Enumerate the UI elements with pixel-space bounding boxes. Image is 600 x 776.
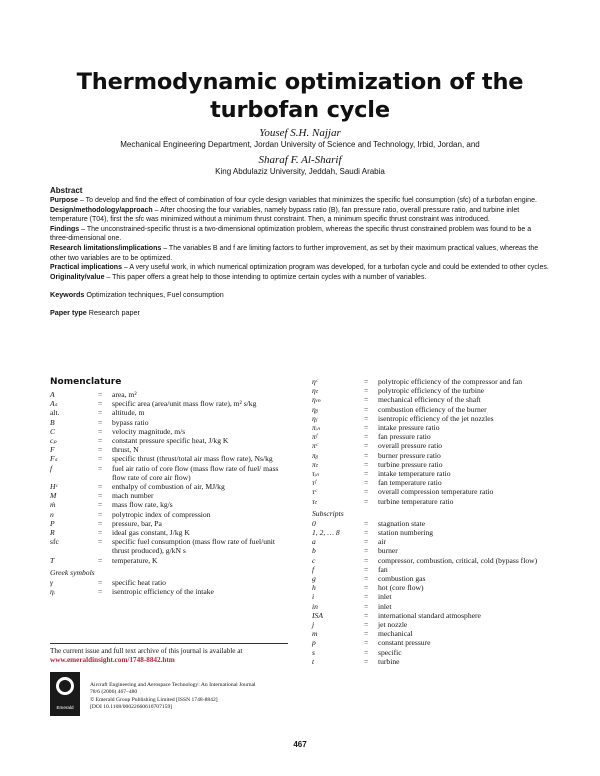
nomenclature-entry — [312, 620, 556, 629]
entry-symbol: i — [312, 592, 315, 602]
entry-equals: = — [364, 518, 369, 528]
entry-definition: fan — [378, 564, 388, 574]
author-1-name: Yousef S.H. Najjar — [259, 127, 341, 139]
nomenclature-heading: Nomenclature — [50, 377, 122, 387]
entry-equals: = — [98, 528, 103, 538]
journal-url-link[interactable]: www.emeraldinsight.com/1748-8842.htm — [50, 656, 175, 664]
entry-symbol: s — [312, 647, 315, 657]
entry-equals: = — [364, 423, 369, 433]
abstract — [50, 186, 550, 318]
entry-equals: = — [364, 555, 369, 565]
entry-definition: intake temperature ratio — [378, 469, 451, 479]
entry-equals: = — [98, 426, 103, 436]
entry-definition: international standard atmosphere — [378, 610, 481, 620]
author-1-affiliation: Mechanical Engineering Department, Jordan University of Science and Technology, Irbid, Jordan, and — [120, 140, 480, 149]
entry-equals: = — [364, 656, 369, 666]
entry-definition: temperature, K — [112, 555, 158, 565]
entry-equals: = — [98, 482, 103, 492]
entry-definition: combustion gas — [378, 574, 426, 584]
nomenclature-entry — [50, 510, 290, 519]
entry-symbol: 1, 2, … 8 — [312, 528, 340, 538]
emerald-logo: Emerald — [50, 672, 80, 716]
entry-symbol: j — [312, 620, 315, 630]
entry-equals: = — [364, 647, 369, 657]
abstract-practical: Practical implications – A very useful work, in which numerical optimization program was developed, for a turbofan cycle and could be extended to other cycles. — [50, 264, 549, 272]
abstract-findings: Findings – The unconstrained-specific thrust is a two-dimensional optimization problem, whereas the specific thrust constrained problem was found to be a three-dimensional one. — [50, 225, 532, 243]
entry-equals: = — [364, 413, 369, 423]
entry-equals: = — [364, 546, 369, 556]
entry-symbol: M — [50, 491, 57, 501]
entry-definition: fan pressure ratio — [378, 432, 431, 442]
entry-symbol: πᵦ — [312, 450, 318, 460]
nomenclature-entry — [50, 390, 290, 399]
page-number: 467 — [293, 740, 307, 749]
entry-definition: fan temperature ratio — [378, 478, 442, 488]
entry-symbol: F — [50, 445, 55, 455]
nomenclature-entry — [50, 537, 290, 555]
entry-definition: mass flow rate, kg/s — [112, 500, 173, 510]
entry-definition: thrust, N — [112, 445, 139, 455]
entry-symbol: τₜ — [312, 496, 317, 506]
abstract-limitations: Research limitations/implications – The variables B and f are limiting factors to further improvement, as set by their maximum practical values, whereas the other two variables are to be optimized. — [50, 244, 539, 262]
entry-equals: = — [98, 408, 103, 418]
entry-equals: = — [98, 577, 103, 587]
entry-symbol: in — [312, 601, 318, 611]
nomenclature-entry — [50, 399, 290, 408]
entry-definition: station numbering — [378, 528, 434, 538]
nomenclature-entry — [312, 519, 556, 528]
entry-equals: = — [364, 583, 369, 593]
nomenclature-right-column — [312, 377, 556, 666]
entry-symbol: p — [312, 638, 316, 648]
entry-symbol: πᶜ — [312, 441, 318, 451]
entry-equals: = — [364, 574, 369, 584]
entry-equals: = — [364, 592, 369, 602]
nomenclature-entry — [312, 583, 556, 592]
nomenclature-entry — [312, 611, 556, 620]
entry-equals: = — [364, 469, 369, 479]
entry-equals: = — [98, 500, 103, 510]
entry-equals: = — [364, 478, 369, 488]
publication-info-line: [DOI 10.1108/00022660610707159] — [90, 704, 173, 711]
entry-definition: mechanical efficiency of the shaft — [378, 395, 481, 405]
entry-definition: pressure, bar, Pa — [112, 518, 162, 528]
greek-symbols-heading: Greek symbols — [50, 567, 95, 577]
title-line-1: Thermodynamic optimization of the — [76, 69, 524, 95]
entry-definition: specific fuel consumption (mass flow rate of fuel/unit thrust produced), g/kN s — [112, 537, 276, 556]
entry-symbol: πᶠ — [312, 432, 318, 442]
nomenclature-entry — [312, 648, 556, 657]
entry-symbol: ηᶜ — [312, 377, 318, 386]
entry-definition: specific — [378, 647, 402, 657]
entry-equals: = — [364, 450, 369, 460]
publication-info-line: Aircraft Engineering and Aerospace Technology: An International Journal — [90, 682, 256, 688]
entry-definition: altitude, m — [112, 408, 145, 418]
entry-equals: = — [364, 496, 369, 506]
entry-equals: = — [98, 555, 103, 565]
entry-equals: = — [98, 454, 103, 464]
entry-definition: polytropic efficiency of the turbine — [378, 386, 485, 396]
entry-symbol: τᶠ — [312, 478, 317, 488]
nomenclature-entry — [312, 478, 556, 487]
entry-definition: polytropic index of compression — [112, 509, 211, 519]
footnote-rule — [50, 643, 288, 644]
entry-definition: turbine — [378, 656, 400, 666]
emerald-ring-icon — [56, 677, 74, 695]
entry-definition: polytropic efficiency of the compressor and fan — [378, 377, 523, 386]
entry-equals: = — [364, 610, 369, 620]
entry-definition: specific heat ratio — [112, 577, 166, 587]
entry-definition: overall pressure ratio — [378, 441, 443, 451]
nomenclature-entry — [50, 445, 290, 454]
entry-equals: = — [364, 386, 369, 396]
entry-equals: = — [98, 390, 103, 399]
nomenclature-entry — [50, 408, 290, 417]
entry-definition: ideal gas constant, J/kg K — [112, 528, 190, 538]
entry-definition: isentropic efficiency of the intake — [112, 587, 214, 597]
nomenclature-entry — [312, 423, 556, 432]
entry-equals: = — [98, 399, 103, 409]
entry-definition: enthalpy of combustion of air, MJ/kg — [112, 482, 225, 492]
entry-definition: velocity magnitude, m/s — [112, 426, 186, 436]
entry-definition: area, m² — [112, 390, 137, 399]
nomenclature-entry — [312, 528, 556, 537]
nomenclature-entry — [50, 500, 290, 509]
journal-availability-note: The current issue and full text archive of this journal is available at www.emeraldinsight.com/1748-8842.htm — [50, 647, 300, 665]
entry-equals: = — [364, 601, 369, 611]
entry-symbol: T — [50, 555, 55, 565]
abstract-heading: Abstract — [50, 186, 83, 195]
entry-equals: = — [98, 509, 103, 519]
entry-equals: = — [364, 441, 369, 451]
entry-definition: compressor, combustion, critical, cold (bypass flow) — [378, 555, 538, 565]
entry-equals: = — [364, 459, 369, 469]
entry-symbol: τᶜ — [312, 487, 317, 497]
keywords: Keywords Optimization techniques, Fuel consumption — [50, 290, 224, 300]
nomenclature-entry — [50, 587, 290, 596]
nomenclature-entry — [50, 556, 290, 565]
entry-equals: = — [98, 463, 103, 473]
nomenclature-entry — [312, 497, 556, 506]
publication-info-line: © Emerald Group Publishing Limited [ISSN 1748-8842] — [90, 696, 218, 703]
nomenclature-entry — [312, 487, 556, 496]
entry-symbol: B — [50, 417, 55, 427]
publication-info — [90, 682, 300, 712]
entry-equals: = — [364, 638, 369, 648]
entry-symbol: Fₛ — [50, 454, 58, 464]
nomenclature-entry — [312, 405, 556, 414]
entry-equals: = — [98, 537, 103, 547]
entry-definition: fuel air ratio of core flow (mass flow rate of fuel/ mass flow rate of core air flow) — [112, 463, 279, 482]
entry-symbol: ṁ — [50, 500, 56, 510]
entry-symbol: Hᶜ — [50, 482, 58, 492]
nomenclature-entry — [312, 432, 556, 441]
entry-definition: constant pressure specific heat, J/kg K — [112, 436, 229, 446]
entry-symbol: πᵢₙ — [312, 423, 321, 433]
entry-definition: bypass ratio — [112, 417, 149, 427]
entry-definition: isentropic efficiency of the jet nozzles — [378, 413, 494, 423]
entry-symbol: Aₛ — [50, 399, 58, 409]
entry-symbol: ηₘ — [312, 395, 321, 405]
nomenclature-entry — [312, 546, 556, 555]
entry-equals: = — [98, 445, 103, 455]
entry-symbol: g — [312, 574, 316, 584]
entry-equals: = — [364, 564, 369, 574]
nomenclature-entry — [312, 460, 556, 469]
entry-symbol: τᵢₙ — [312, 469, 319, 479]
nomenclature-entry — [312, 629, 556, 638]
entry-symbol: γ — [50, 577, 53, 587]
nomenclature-left-column — [50, 390, 290, 596]
entry-symbol: ηⱼ — [312, 413, 318, 423]
entry-equals: = — [364, 395, 369, 405]
publication-info-line: 78/6 (2006) 467–480 — [90, 689, 138, 696]
entry-definition: hot (core flow) — [378, 583, 424, 593]
nomenclature-entry — [50, 436, 290, 445]
entry-equals: = — [364, 629, 369, 639]
nomenclature-entry — [50, 578, 290, 587]
entry-symbol: n — [50, 509, 54, 519]
entry-symbol: ηᵢ — [50, 587, 55, 597]
entry-symbol: P — [50, 518, 55, 528]
entry-definition: constant pressure — [378, 638, 431, 648]
entry-symbol: cₚ — [50, 436, 57, 446]
nomenclature-entry — [312, 565, 556, 574]
nomenclature-entry — [312, 469, 556, 478]
entry-equals: = — [98, 417, 103, 427]
nomenclature-entry — [50, 464, 290, 482]
entry-equals: = — [364, 432, 369, 442]
abstract-purpose: Purpose – To develop and find the effect of combination of four cycle design variables that minimizes the specific fuel consumption (sfc) of a turbofan engine. — [50, 197, 537, 204]
entry-equals: = — [364, 377, 369, 386]
author-2-name: Sharaf F. Al-Sharif — [258, 154, 342, 166]
entry-definition: intake pressure ratio — [378, 423, 440, 433]
entry-definition: burner pressure ratio — [378, 450, 441, 460]
nomenclature-entry — [312, 638, 556, 647]
abstract-originality: Originality/value – This paper offers a great help to those intending to optimize certain cycles with a number of variables. — [50, 273, 427, 281]
entry-definition: stagnation state — [378, 518, 426, 528]
entry-symbol: f — [50, 463, 53, 473]
entry-definition: mechanical — [378, 629, 413, 639]
subscripts-heading: Subscripts — [312, 508, 344, 518]
entry-symbol: m — [312, 629, 318, 639]
nomenclature-entry — [312, 657, 556, 666]
entry-symbol: ηₜ — [312, 386, 319, 396]
entry-equals: = — [364, 487, 369, 497]
entry-definition: inlet — [378, 592, 392, 602]
entry-definition: specific thrust (thrust/total air mass flow rate), Ns/kg — [112, 454, 273, 464]
entry-symbol: ηᵦ — [312, 404, 318, 414]
entry-definition: specific area (area/unit mass flow rate), m² s/kg — [112, 399, 257, 409]
entry-equals: = — [364, 528, 369, 538]
nomenclature-entry — [312, 386, 556, 395]
nomenclature-entry — [50, 427, 290, 436]
entry-symbol: alt. — [50, 408, 60, 418]
paper-type: Paper type Research paper — [50, 307, 140, 317]
entry-definition: turbine pressure ratio — [378, 459, 443, 469]
paper-title — [0, 68, 600, 124]
nomenclature-entry — [312, 395, 556, 404]
entry-symbol: πₜ — [312, 459, 319, 469]
entry-symbol: sfc — [50, 537, 59, 547]
nomenclature-entry — [312, 537, 556, 546]
entry-definition: jet nozzle — [378, 620, 408, 630]
entry-equals: = — [98, 518, 103, 528]
entry-symbol: h — [312, 583, 316, 593]
entry-definition: combustion efficiency of the burner — [378, 404, 487, 414]
nomenclature-entry — [312, 592, 556, 601]
entry-equals: = — [98, 436, 103, 446]
nomenclature-entry — [50, 482, 290, 491]
entry-equals: = — [98, 491, 103, 501]
nomenclature-entry — [312, 441, 556, 450]
nomenclature-entry — [50, 528, 290, 537]
entry-definition: overall compression temperature ratio — [378, 487, 494, 497]
entry-symbol: A — [50, 390, 55, 399]
entry-definition: burner — [378, 546, 398, 556]
nomenclature-entry — [50, 519, 290, 528]
entry-symbol: ISA — [312, 610, 323, 620]
nomenclature-entry — [312, 556, 556, 565]
entry-symbol: f — [312, 564, 315, 574]
nomenclature-entry — [50, 491, 290, 500]
entry-equals: = — [364, 620, 369, 630]
nomenclature-entry — [50, 418, 290, 427]
entry-symbol: R — [50, 528, 55, 538]
entry-symbol: a — [312, 537, 316, 547]
entry-definition: turbine temperature ratio — [378, 496, 454, 506]
abstract-design: Design/methodology/approach – After choosing the four variables, namely bypass ratio (B), fan pressure ratio, overall pressure ratio, and turbine inlet temperature (T04), first the sfc was minimized without a minimum thrust constraint. Then, a minimum specific thrust constraint was introduced. — [50, 206, 520, 224]
entry-definition: inlet — [378, 601, 392, 611]
entry-equals: = — [364, 537, 369, 547]
entry-symbol: c — [312, 555, 316, 565]
entry-equals: = — [364, 404, 369, 414]
entry-definition: mach number — [112, 491, 154, 501]
nomenclature-entry — [312, 414, 556, 423]
nomenclature-entry — [312, 451, 556, 460]
entry-symbol: 0 — [312, 518, 316, 528]
nomenclature-entry — [312, 574, 556, 583]
nomenclature-entry — [312, 602, 556, 611]
entry-symbol: b — [312, 546, 316, 556]
nomenclature-entry — [50, 454, 290, 463]
entry-definition: air — [378, 537, 387, 547]
entry-symbol: C — [50, 426, 56, 436]
title-line-2: turbofan cycle — [210, 97, 390, 123]
entry-equals: = — [98, 587, 103, 597]
entry-symbol: t — [312, 656, 315, 666]
author-2-affiliation: King Abdulaziz University, Jeddah, Saudi Arabia — [215, 167, 385, 176]
nomenclature-entry — [312, 377, 556, 386]
